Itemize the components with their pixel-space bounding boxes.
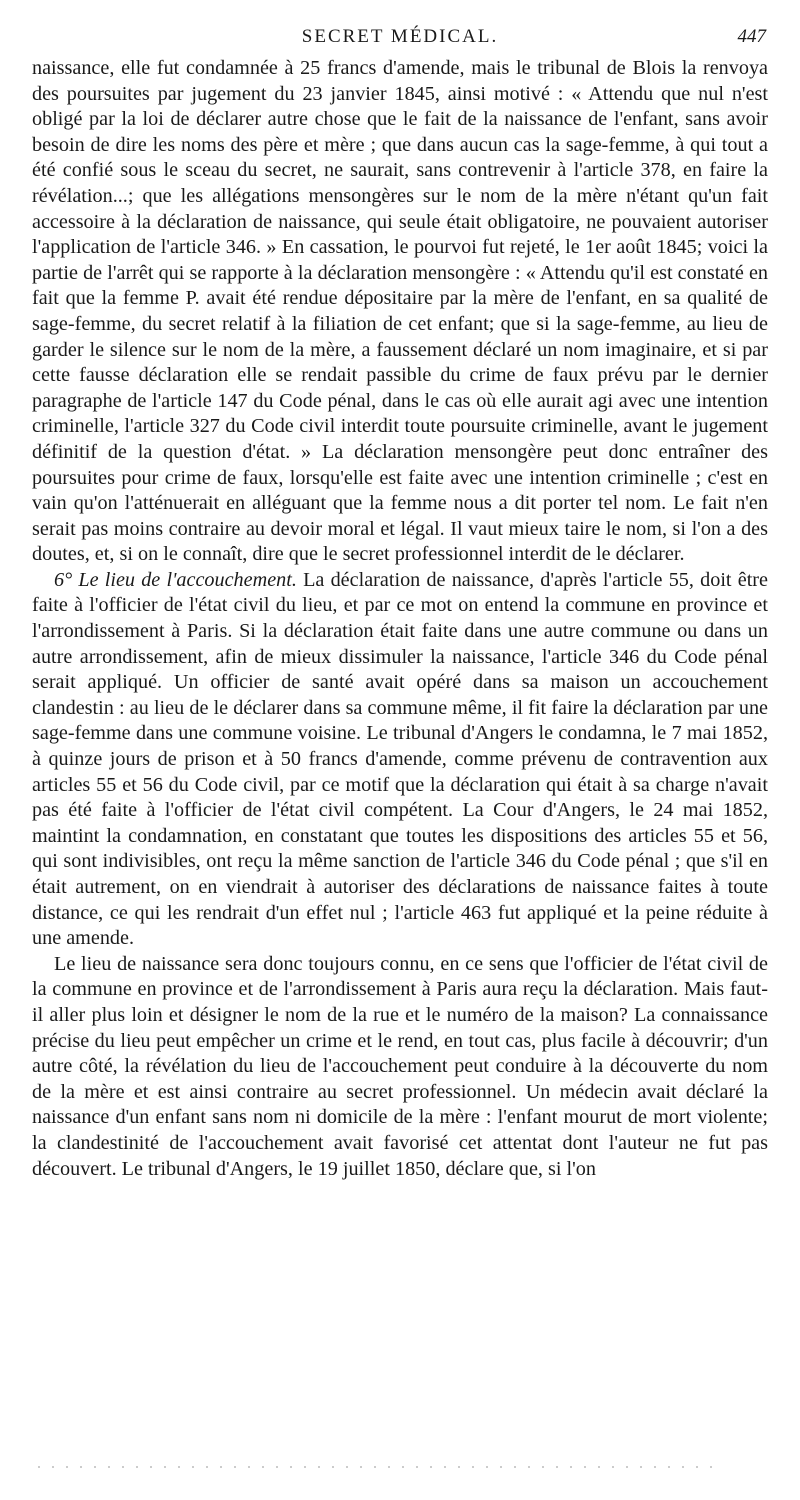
paragraph-lieu-accouchement xyxy=(32,568,768,952)
scan-noise-line xyxy=(32,1466,712,1468)
paragraph-continuation: naissance, elle fut condamnée à 25 francs d'amende, mais le tribunal de Blois la renvoya des poursuites par jugement du 23 janvier 1845, ainsi motivé : « Attendu que nul n'est obligé par la loi de déclarer autre chose que le fait de la naissance de l'enfant, sans avoir besoin de dire les noms des père et mère ; que dans aucun cas la sage-femme, à qui tout a été confié sous le sceau du secret, ne saurait, sans contrevenir à l'article 378, en faire la révélation...; que les allégations mensongères sur le nom de la mère n'étant qu'un fait accessoire à la déclaration de naissance, qui seule était obligatoire, ne pouvaient autoriser l'application de l'article 346. » En cassation, le pourvoi fut rejeté, le 1er août 1845; voici la partie de l'arrêt qui se rapporte à la déclaration mensongère : « Attendu qu'il est constaté en fait que la femme P. avait été rendue dépositaire par la mère de l'enfant, en sa qualité de sage-femme, du secret relatif à la filiation de cet enfant; que si la sage-femme, au lieu de garder le silence sur le nom de la mère, a faussement déclaré un nom imaginaire, et si par cette fausse déclaration elle se rendait passible du crime de faux prévu par le dernier paragraphe de l'article 147 du Code pénal, dans le cas où elle aurait agi avec une intention criminelle, l'article 327 du Code civil interdit toute poursuite criminelle, avant le jugement définitif de la question d'état. » La déclaration mensongère peut donc entraîner des poursuites pour crime de faux, lorsqu'elle est faite avec une intention criminelle ; c'est en vain qu'on l'atténuerait en alléguant que la femme nous a dit porter tel nom. Le fait n'en serait pas moins contraire au devoir moral et légal. Il vaut mieux taire le nom, si l'on a des doutes, et, si on le connaît, dire que le secret professionnel interdit de le déclarer. xyxy=(32,57,768,566)
book-page xyxy=(32,26,768,1182)
paragraph-text: La déclaration de naissance, d'après l'article 55, doit être faite à l'officier de l'état civil du lieu, et par ce mot on entend la commune en province et l'arrondissement à Paris. Si la déclaration était faite dans une autre commune ou dans un autre arrondissement, afin de mieux dissimuler la naissance, l'article 346 du Code pénal serait appliqué. Un officier de santé avait opéré dans sa maison un accouchement clandestin : au lieu de le déclarer dans sa commune même, il fit faire la déclaration par une sage-femme dans une commune voisine. Le tribunal d'Angers le condamna, le 7 mai 1852, à quinze jours de prison et à 50 francs d'amende, comme prévenu de contravention aux articles 55 et 56 du Code civil, par ce motif que la déclaration qui était à sa charge n'avait pas été faite à l'officier de l'état civil compétent. La Cour d'Angers, le 24 mai 1852, maintint la condamnation, en constatant que toutes les dispositions des articles 55 et 56, qui sont indivisibles, ont reçu la même sanction de l'article 346 du Code pénal ; que s'il en était autrement, on en viendrait à autoriser des déclarations de naissance faites à toute distance, ce qui les rendrait d'un effet nul ; l'article 463 fut appliqué et la peine réduite à une amende. xyxy=(32,568,768,950)
body-text xyxy=(32,56,768,1182)
page-number: 447 xyxy=(737,26,766,47)
running-title: SECRET MÉDICAL. xyxy=(301,26,499,47)
section-heading-lieu-accouchement: 6° Le lieu de l'accouchement. xyxy=(54,568,297,591)
running-head xyxy=(32,26,768,56)
paragraph-lieu-naissance: Le lieu de naissance sera donc toujours connu, en ce sens que l'officier de l'état civil de la commune en province et de l'arrondissement à Paris aura reçu la déclaration. Mais faut-il aller plus loin et désigner le nom de la rue et le numéro de la maison? La connaissance précise du lieu peut empêcher un crime et le rend, en tout cas, plus facile à découvrir; d'un autre côté, la révélation du lieu de l'accouchement peut conduire à la découverte du nom de la mère et est ainsi contraire au secret professionnel. Un médecin avait déclaré la naissance d'un enfant sans nom ni domicile de la mère : l'enfant mourut de mort violente; la clandestinité de l'accouchement avait favorisé cet attentat dont l'auteur ne fut pas découvert. Le tribunal d'Angers, le 19 juillet 1850, déclare que, si l'on xyxy=(32,952,768,1180)
